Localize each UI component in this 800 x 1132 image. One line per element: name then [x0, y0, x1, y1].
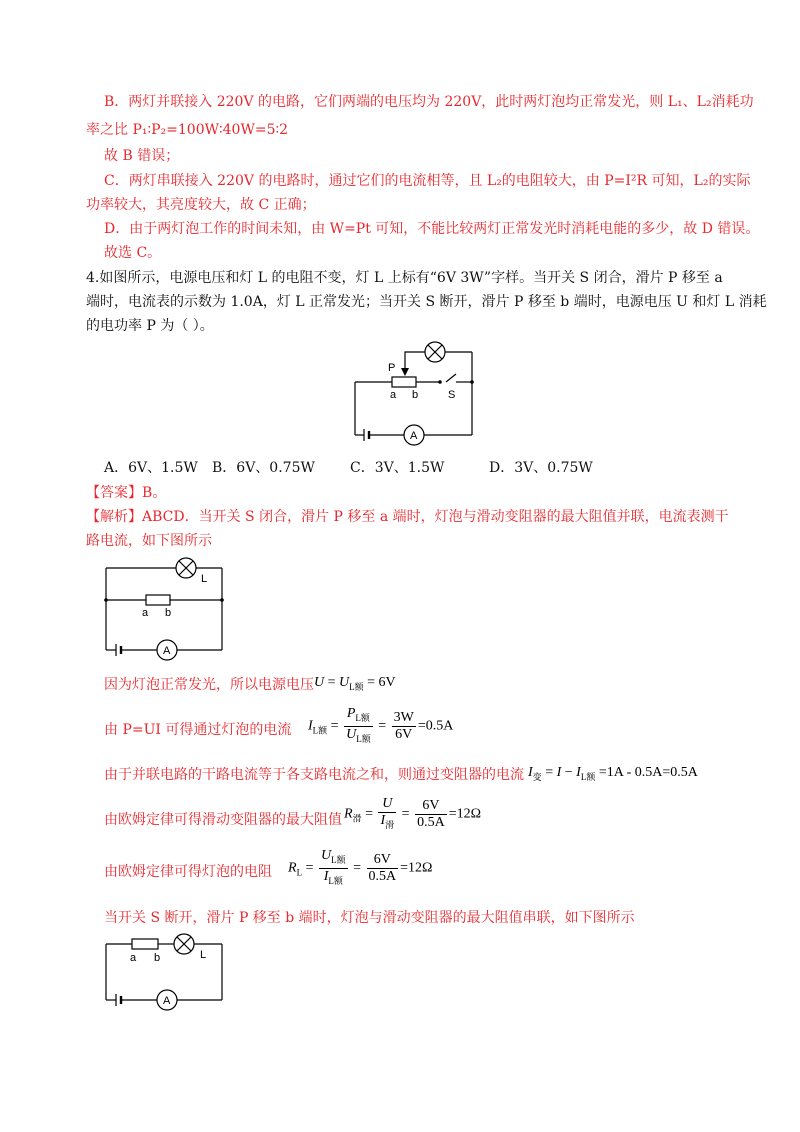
- solution-step-4: 由欧姆定律可得滑动变阻器的最大阻值: [104, 812, 342, 828]
- answer-line: 【答案】B。: [86, 485, 167, 501]
- label-b: b: [154, 952, 161, 964]
- parallel-circuit-diagram: [100, 558, 230, 658]
- equation-lamp-resistance: $R_L$ = $\frac{U_{L额}}{I_{L额}}$ = $\frac{6V}{0.5A}$ =12Ω: [288, 848, 433, 886]
- option-d-line: D．由于两灯泡工作的时间未知，由 W=Pt 可知，不能比较两灯正常发光时消耗电能的多少，故 D 错误。: [104, 221, 760, 237]
- option-b-conclusion: 故 B 错误；: [104, 148, 180, 164]
- option-b-line-1: B．两灯并联接入 220V 的电路，它们两端的电压均为 220V，此时两灯泡均正常发光，则 L₁、L₂消耗功: [104, 94, 754, 110]
- solution-step-6: 当开关 S 断开，滑片 P 移至 b 端时，灯泡与滑动变阻器的最大阻值串联，如下图所示: [104, 910, 635, 926]
- label-p: P: [388, 362, 396, 374]
- option-a: A．6V、1.5W: [104, 460, 198, 476]
- question-line-3: 的电功率 P 为（ ）。: [86, 318, 214, 334]
- solution-step-3: 由于并联电路的干路电流等于各支路电流之和，则通过变阻器的电流: [104, 767, 524, 783]
- option-c-line-2: 功率较大，其亮度较大，故 C 正确；: [86, 197, 316, 213]
- ammeter-label: A: [163, 645, 171, 657]
- label-b: b: [412, 389, 419, 401]
- question-line-2: 端时，电流表的示数为 1.0A，灯 L 正常发光；当开关 S 断开，滑片 P 移至 b 端时，电源电压 U 和灯 L 消耗: [86, 294, 767, 310]
- analysis-line-1: 【解析】ABCD．当开关 S 闭合，滑片 P 移至 a 端时，灯泡与滑动变阻器的最大阻值并联，电流表测干: [86, 509, 729, 525]
- option-b-line-2: 率之比 P₁∶P₂=100W∶40W=5∶2: [86, 122, 289, 138]
- label-l: L: [201, 573, 208, 585]
- option-b: B．6V、0.75W: [212, 460, 315, 476]
- label-s: S: [448, 389, 456, 401]
- solution-step-2: 由 P=UI 可得通过灯泡的电流: [104, 722, 292, 738]
- series-circuit-diagram: [100, 930, 230, 1020]
- label-l: L: [200, 949, 207, 961]
- label-a: a: [390, 389, 397, 401]
- solution-step-5: 由欧姆定律可得灯泡的电阻: [104, 864, 272, 880]
- option-c: C．3V、1.5W: [350, 460, 445, 476]
- ammeter-label: A: [410, 430, 418, 442]
- analysis-line-2: 路电流，如下图所示: [86, 533, 212, 549]
- equation-source-voltage: $U = U_{L额} = 6V$: [314, 675, 396, 692]
- equation-lamp-current: $I_{L额}$ = $\frac{P_{L额}}{U_{L额}}$ = $\frac{3W}{6V}$ =0.5A: [308, 706, 454, 744]
- solution-step-1: 因为灯泡正常发光，所以电源电压: [104, 677, 314, 693]
- question-circuit-diagram: [350, 340, 480, 445]
- label-b: b: [165, 607, 172, 619]
- label-a: a: [142, 607, 149, 619]
- question-line-1: 4.如图所示，电源电压和灯 L 的电阻不变，灯 L 上标有“6V 3W”字样。当开关 S 闭合，滑片 P 移至 a: [86, 270, 723, 286]
- option-d: D．3V、0.75W: [489, 460, 593, 476]
- ammeter-label: A: [163, 995, 171, 1007]
- equation-rheostat-resistance: $R_滑$ = $\frac{U}{I_滑}$ = $\frac{6V}{0.5A}$ =12Ω: [344, 796, 482, 830]
- option-c-line-1: C．两灯串联接入 220V 的电路时，通过它们的电流相等，且 L₂的电阻较大，由 P=I²R 可知，L₂的实际: [104, 173, 751, 189]
- equation-rheostat-current: $I_变 = I - I_{L额} =1A - 0.5A=0.5A$: [528, 765, 698, 782]
- label-a: a: [130, 952, 137, 964]
- selection-line: 故选 C。: [104, 245, 162, 261]
